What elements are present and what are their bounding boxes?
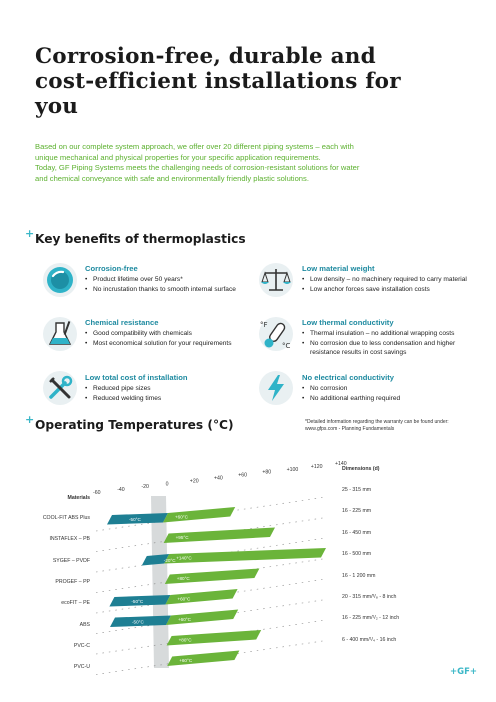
benefits-heading-label: Key benefits of thermoplastics xyxy=(35,232,246,246)
bar-max-label: +60°C xyxy=(178,617,191,622)
bar-max-label: +60°C xyxy=(177,596,191,602)
benefit-item: • Reduced pipe sizes xyxy=(85,384,285,394)
x-tick-label: -60 xyxy=(93,490,101,496)
intro-paragraph: Today, GF Piping Systems meets the challenging needs of corrosion-resistant solutions for water and chemical conveyance with safe and environmentally friendly plastic solutions. xyxy=(35,163,360,183)
intro-paragraph: Based on our complete system approach, we offer over 20 different piping systems – each with unique mechanical and physical properties for your specific application requirements. xyxy=(35,142,354,162)
dimension-label: 16 - 225 mm xyxy=(342,508,372,515)
benefit-item: • Good compatibility with chemicals xyxy=(85,329,235,339)
bar-max-label: +140°C xyxy=(176,555,192,561)
x-tick-label: +40 xyxy=(214,475,223,482)
material-label: INSTAFLEX – PB xyxy=(49,536,90,543)
temps-heading-label: Operating Temperatures (°C) xyxy=(35,418,234,432)
bar-min-label: -50°C xyxy=(131,599,144,604)
bar-positive-segment xyxy=(166,610,238,626)
dimensions-header: Dimensions (d) xyxy=(342,466,380,472)
benefit-title: Chemical resistance xyxy=(85,318,159,327)
benefit-item: • No incrustation thanks to smooth internal surface xyxy=(85,285,285,295)
x-tick-label: +140 xyxy=(335,461,347,467)
benefit-item: • Reduced welding times xyxy=(85,394,285,404)
x-tick-label: -20 xyxy=(141,484,149,491)
benefit-item: • Product lifetime over 50 years* xyxy=(85,275,285,285)
page-title: Corrosion-free, durable and cost-efficient installations for you xyxy=(35,44,401,119)
x-tick-label: +80 xyxy=(262,469,272,476)
benefit-item: • No additional earthing required xyxy=(302,394,477,404)
plus-icon: + xyxy=(25,227,35,240)
footnote: *Detailed information regarding the warranty can be found under: www.gfps.com - Planning Fundamentals xyxy=(305,419,449,432)
benefit-title: No electrical conductivity xyxy=(302,373,394,382)
x-tick-label: +120 xyxy=(310,463,323,470)
bar-positive-segment xyxy=(165,589,237,605)
benefit-item: • No corrosion xyxy=(302,384,477,394)
gf-logo: +GF+ xyxy=(450,667,478,677)
dimension-label: 25 - 315 mm xyxy=(342,487,372,493)
dimension-label: 16 - 225 mm/¹/₂ - 12 inch xyxy=(342,615,400,622)
material-label: ecoFIT – PE xyxy=(61,600,90,607)
x-tick-label: +60 xyxy=(238,472,248,479)
benefit-title: Low total cost of installation xyxy=(85,373,188,382)
x-tick-label: +20 xyxy=(189,478,199,485)
materials-column xyxy=(0,0,90,702)
celsius-label: °C xyxy=(282,342,291,350)
bar-max-label: +80°C xyxy=(178,637,192,643)
dimension-label: 20 - 315 mm/³/₈ - 8 inch xyxy=(342,594,397,600)
benefit-title: Low material weight xyxy=(302,264,375,273)
material-label: PVC-U xyxy=(73,664,90,671)
materials-header: Materials xyxy=(67,495,90,501)
x-tick-label: 0 xyxy=(165,481,169,488)
plus-icon: + xyxy=(25,413,35,426)
material-label: SYGEF – PVDF xyxy=(52,557,90,564)
benefit-item: • Low density – no machinery required to carry material xyxy=(302,275,477,285)
material-label: COOL-FIT ABS Plus xyxy=(42,515,90,521)
x-tick-label: +100 xyxy=(286,466,299,473)
bar-min-label: -20°C xyxy=(163,558,176,563)
material-label: ABS xyxy=(79,621,90,628)
benefit-item: • Low anchor forces save installation costs xyxy=(302,285,477,295)
dimension-label: 16 - 500 mm xyxy=(342,551,372,558)
bar-positive-segment xyxy=(163,507,235,523)
bar-max-label: +60°C xyxy=(175,514,188,520)
benefit-title: Low thermal conductivity xyxy=(302,318,394,327)
x-tick-label: -40 xyxy=(117,487,125,494)
bar-min-label: -50°C xyxy=(132,619,144,625)
dimensions-column xyxy=(342,0,492,702)
bar-max-label: +95°C xyxy=(175,535,189,540)
bar-positive-segment xyxy=(167,651,239,667)
bar-max-label: +60°C xyxy=(179,658,193,663)
dimension-label: 16 - 450 mm xyxy=(342,529,372,536)
material-label: PROGEF – PP xyxy=(55,578,90,585)
bar-min-label: -50°C xyxy=(129,517,141,522)
benefit-title: Corrosion-free xyxy=(85,264,138,273)
benefit-item: • Thermal insulation – no additional wrapping costs xyxy=(302,329,482,339)
dimension-label: 16 - 1 200 mm xyxy=(342,572,376,579)
fahrenheit-label: °F xyxy=(260,321,268,329)
material-label: PVC-C xyxy=(73,642,90,649)
dimension-label: 6 - 400 mm/¹/₄ - 16 inch xyxy=(342,636,397,643)
benefit-item: • Most economical solution for your requirements xyxy=(85,339,235,349)
benefit-item: • No corrosion due to less condensation and higher resistance results in cost savings xyxy=(302,339,482,358)
bar-max-label: +80°C xyxy=(176,576,190,581)
